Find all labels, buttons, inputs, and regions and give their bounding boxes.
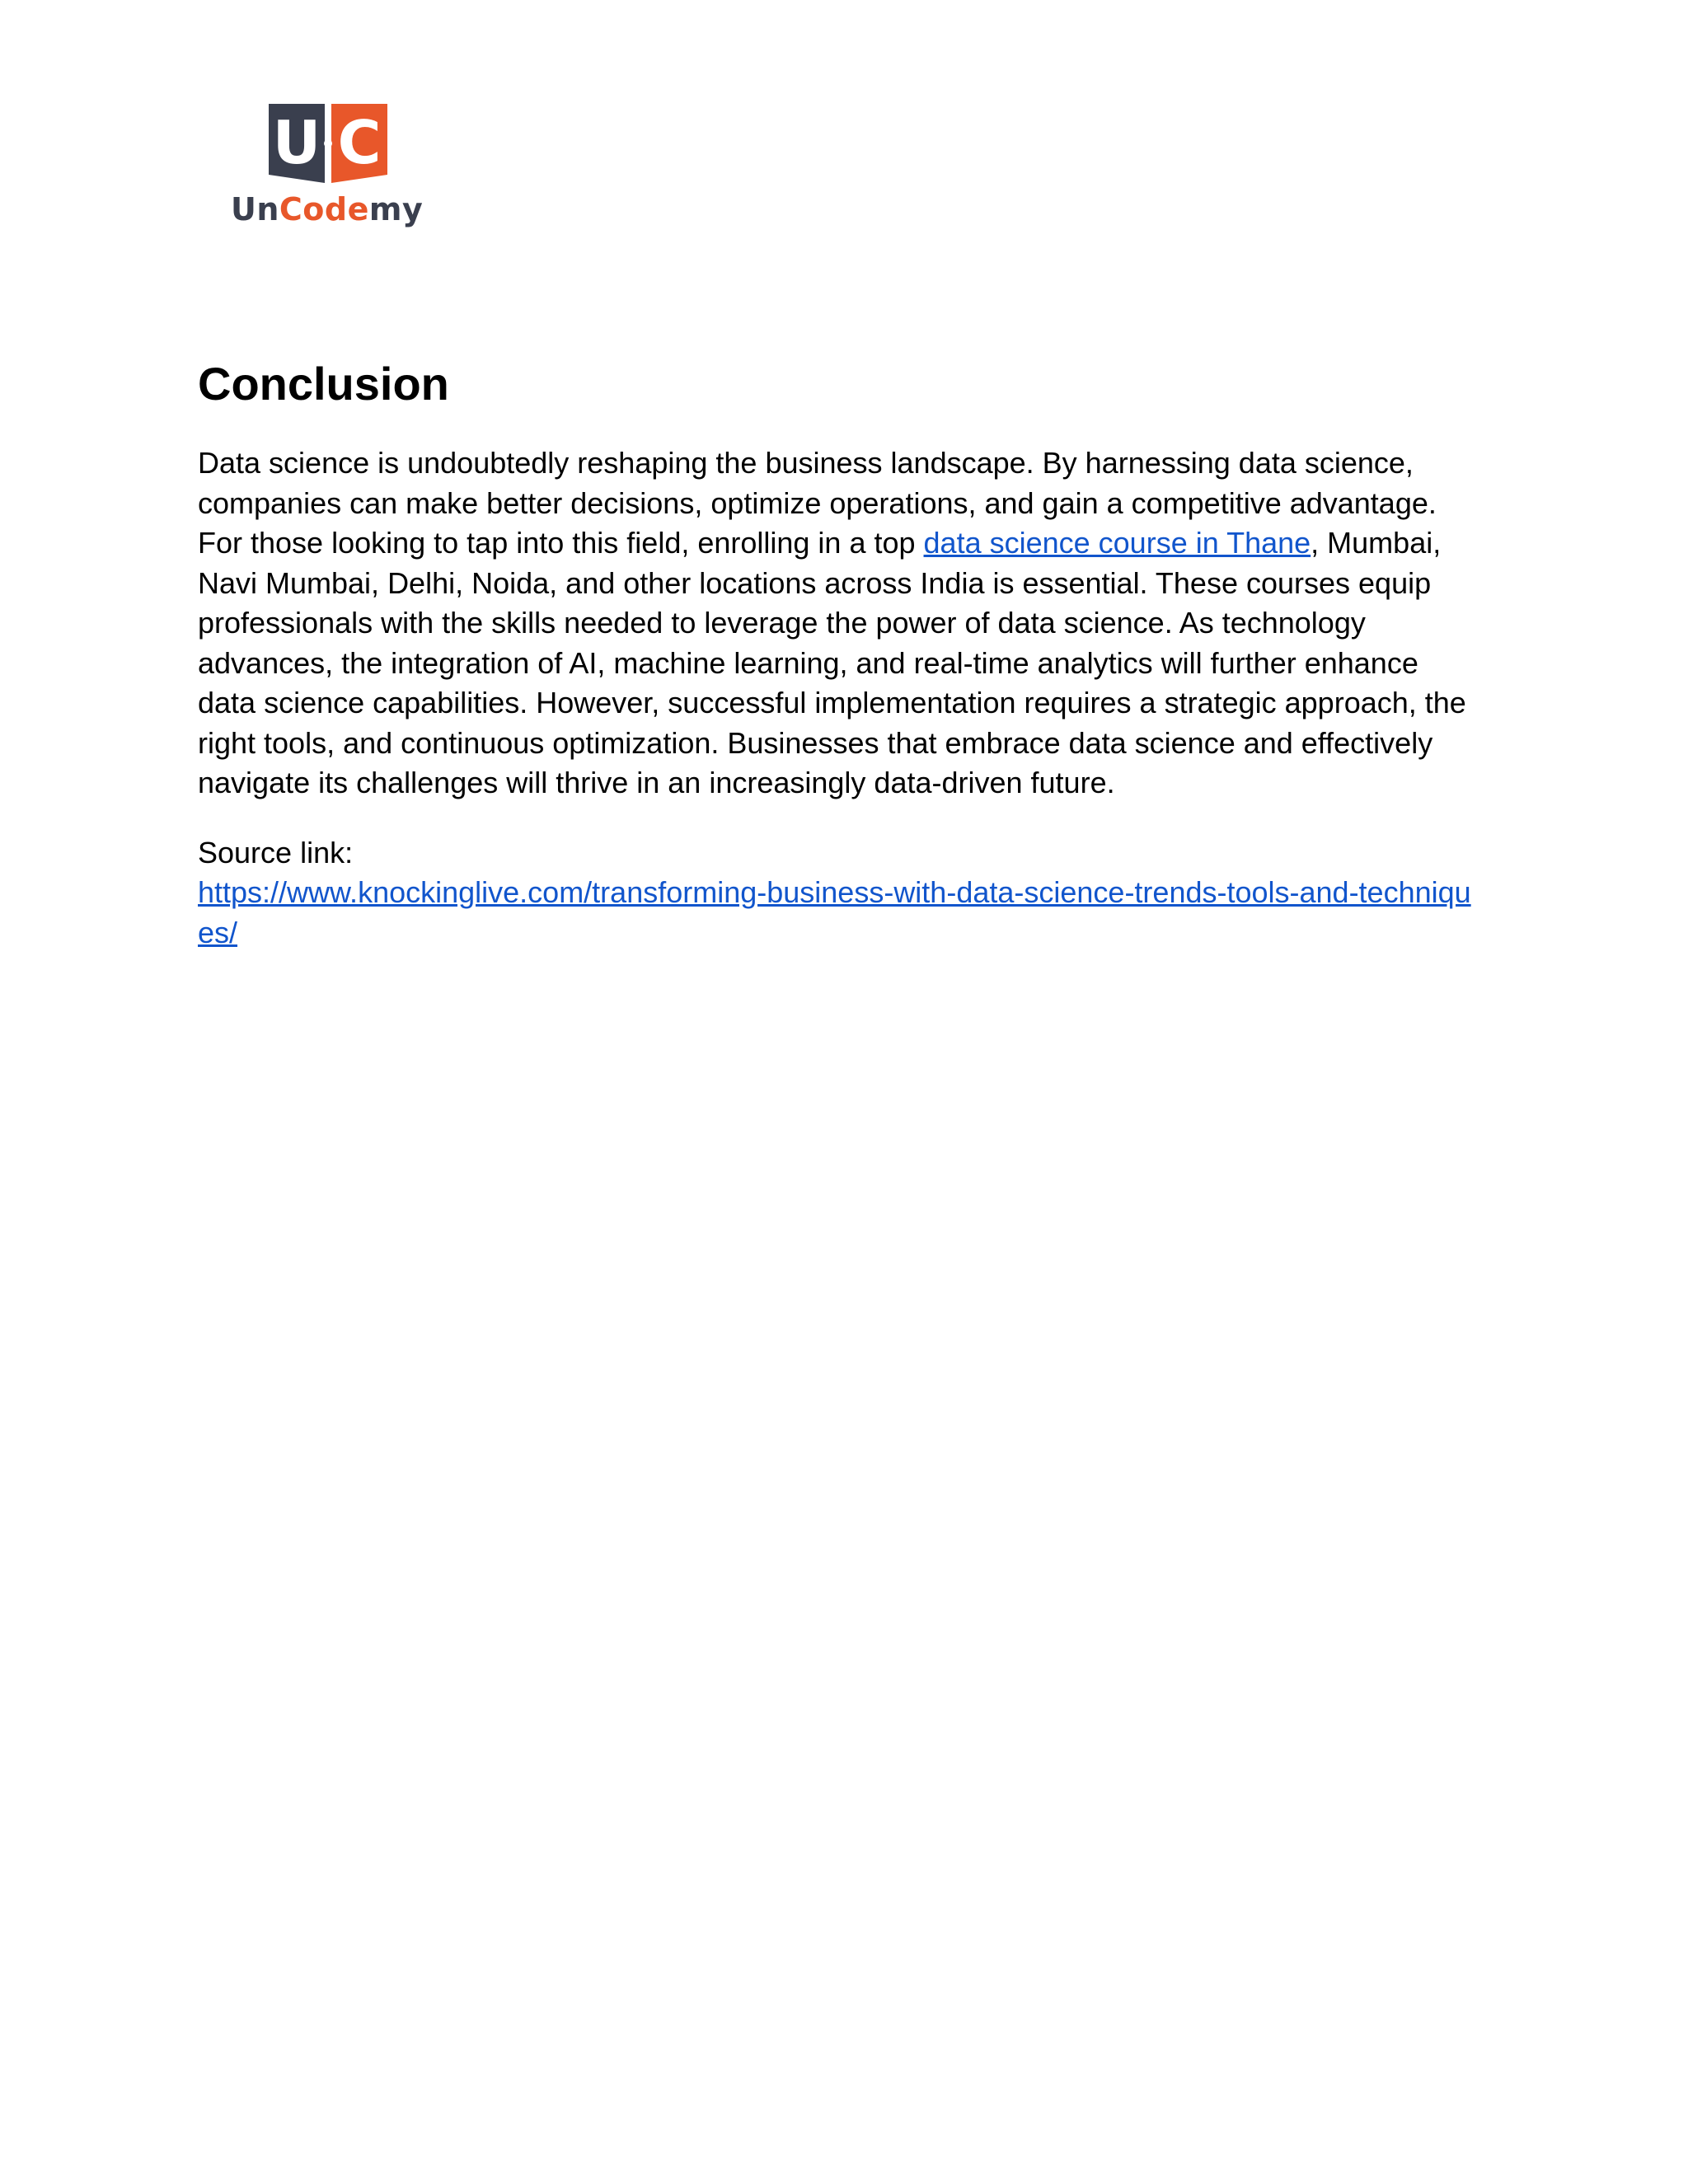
section-heading: Conclusion (198, 358, 449, 410)
course-link[interactable]: data science course in Thane (923, 526, 1311, 560)
conclusion-paragraph (198, 443, 1484, 804)
logo-wordmark (231, 190, 423, 229)
logo-wordmark-my: my (368, 191, 424, 227)
source-label: Source link: (198, 835, 354, 869)
source-url-link[interactable]: https://www.knockinglive.com/transforming-business-with-data-science-trends-tools-and-techniques/ (198, 875, 1471, 949)
logo-wordmark-un: Un (231, 191, 279, 227)
uc-logo-mark (269, 104, 387, 183)
paragraph-text-before-link: Data science is undoubtedly reshaping the business landscape. By harnessing data science, companies can make better decisions, optimize operations, and gain a competitive advantage. For those looking to tap into this field, enrolling in a top (198, 446, 1437, 560)
logo-wordmark-code: Code (279, 191, 369, 227)
paragraph-text-after-link: , Mumbai, Navi Mumbai, Delhi, Noida, and other locations across India is essential. These courses equip professionals with the skills needed to leverage the power of data science. As technology advances, the integration of AI, machine learning, and real-time analytics will further enhance data science capabilities. However, successful implementation requires a strategic approach, the right tools, and continuous optimization. Businesses that embrace data science and effectively navigate its challenges will thrive in an increasingly data-driven future. (198, 526, 1466, 799)
logo-letter-c: C (337, 108, 382, 177)
logo-dot (324, 139, 332, 148)
uncodemy-logo (227, 104, 425, 236)
document-body (198, 354, 1484, 953)
source-block (198, 833, 1484, 954)
logo-letter-u: U (272, 108, 321, 177)
